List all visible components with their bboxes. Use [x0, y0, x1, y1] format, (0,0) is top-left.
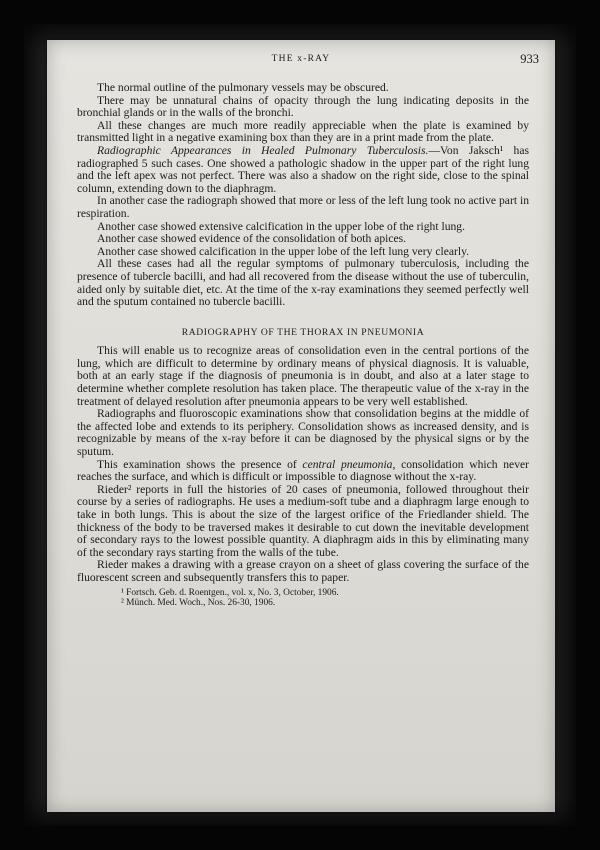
paragraph: Another case showed extensive calcification in the upper lobe of the right lung.	[97, 219, 465, 233]
paragraph: Rieder makes a drawing with a grease crayon on a sheet of glass covering the surface of the fluorescent screen and subsequently transfers this to paper.	[77, 558, 529, 584]
paragraph: Another case showed calcification in the upper lobe of the left lung very clearly.	[97, 244, 470, 258]
paragraph-text: consolidation which never reaches the surface, and which is difficult or impossible to diagnose without the x-ray.	[77, 457, 529, 484]
running-head: THE x-RAY	[271, 54, 331, 64]
paragraph-text: This examination shows the presence of	[97, 457, 303, 471]
page-number: 933	[520, 52, 539, 66]
footnote: ¹ Fortsch. Geb. d. Roentgen., vol. x, No. 3, October, 1906.	[121, 587, 339, 598]
paragraph: Another case showed evidence of the consolidation of both apices.	[97, 232, 407, 246]
paragraph: Radiographs and fluoroscopic examinations show that consolidation begins at the middle of the affected lobe and extends to its periphery. Consolidation shows as increased density, and is recognizable by means of the x-ray before it can be diagnosed by the physical signs or by the sputum.	[77, 407, 529, 459]
emphasis-text: central pneumonia,	[302, 457, 396, 471]
paragraph: In another case the radiograph showed that more or less of the left lung took no active part in respiration.	[77, 194, 529, 220]
page-header	[47, 54, 555, 70]
page-body	[77, 82, 529, 608]
paragraph-healed-tuberculosis	[77, 145, 529, 195]
footnote: ² Münch. Med. Woch., Nos. 26-30, 1906.	[121, 597, 276, 608]
paragraph: This will enable us to recognize areas of consolidation even in the central portions of the lung, which are difficult to determine by ordinary means of physical diagnosis. It is valuable, both at an early stage if the diagnosis of pneumonia is in doubt, and also at a later stage to determine whether complete resolution has taken place. The therapeutic value of the x-ray in the treatment of delayed resolution after pneumonia appears to be very well established.	[77, 344, 529, 408]
book-page	[47, 40, 555, 812]
section-title: RADIOGRAPHY OF THE THORAX IN PNEUMONIA	[181, 326, 425, 338]
paragraph: All these cases had all the regular symptoms of pulmonary tuberculosis, including the presence of tubercle bacilli, and had all recovered from the disease without the use of tuberculin, aided only by suitable diet, etc. At the time of the x-ray examinations they seemed perfectly well and the sputum contained no tubercle bacilli.	[77, 257, 529, 309]
paragraph: Rieder² reports in full the histories of 20 cases of pneumonia, followed throughout their course by a series of radiographs. He uses a medium-soft tube and a diaphragm large enough to take in both lungs. This is about the size of the largest orifice of the Friedlander shield. The thickness of the body to be traversed makes it desirable to cut down the inevitable development of secondary rays to the lowest possible quantity. A diaphragm aids in this by eliminating many of the secondary rays starting from the walls of the tube.	[77, 482, 529, 559]
footnotes	[77, 588, 529, 609]
paragraph: All these changes are much more readily appreciable when the plate is examined by transmitted light in a negative examining box than they are in a print made from the plate.	[77, 118, 529, 145]
paragraph-text: —Von Jaksch¹ has radiographed 5 such cases. One showed a pathologic shadow in the upper part of the right lung and the left apex was not perfect. There was also a shadow on the right side, close to the spinal column, extending down to the diaphragm.	[77, 143, 530, 195]
paragraph-central-pneumonia	[77, 459, 529, 484]
subsection-heading: Radiographic Appearances in Healed Pulmonary Tuberculosis.	[97, 143, 429, 157]
paragraph: The normal outline of the pulmonary vessels may be obscured.	[97, 81, 389, 94]
paragraph: There may be unnatural chains of opacity through the lung indicating deposits in the bronchial glands or in the walls of the bronchi.	[77, 93, 529, 120]
